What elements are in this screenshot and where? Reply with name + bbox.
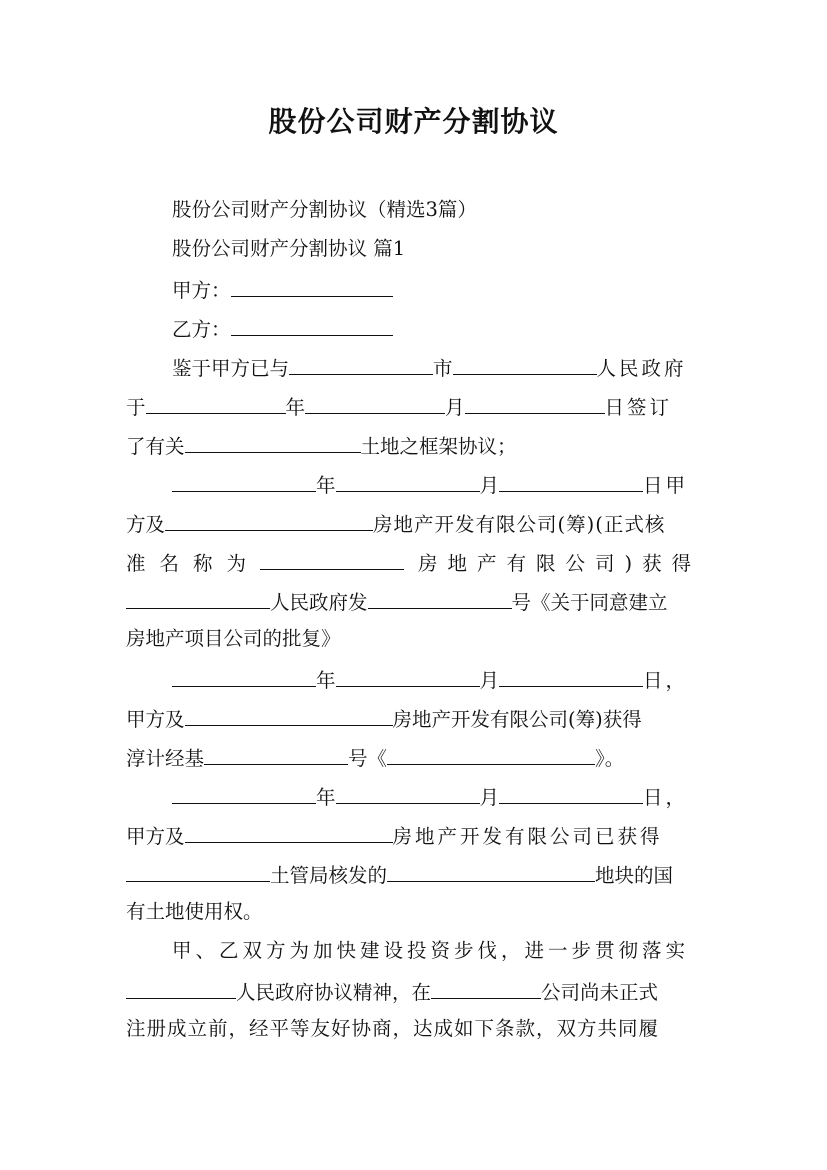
text-run: 土地之框架协议； xyxy=(360,435,517,458)
text-run: 股份公司财产分割协议（精选3篇） xyxy=(172,198,477,221)
fill-blank[interactable] xyxy=(336,471,480,492)
text-run: 甲、乙双方为加快建设投资步伐，进一步贯彻落实 xyxy=(172,939,690,962)
fill-blank[interactable] xyxy=(172,666,316,687)
text-run: 月 xyxy=(479,474,500,497)
text-run: 方及 xyxy=(126,513,166,536)
fill-blank[interactable] xyxy=(185,822,393,843)
fill-blank[interactable] xyxy=(185,432,361,453)
fill-blank[interactable] xyxy=(499,471,643,492)
text-run: 准名称为 xyxy=(126,552,261,575)
text-run: 甲方及 xyxy=(126,708,185,731)
fill-blank[interactable] xyxy=(260,549,404,570)
party-a-line xyxy=(172,276,702,303)
text-run: 房地产开发有限公司(筹)(正式核 xyxy=(373,513,666,536)
text-run: 号《 xyxy=(348,747,388,770)
fill-blank[interactable] xyxy=(126,978,236,999)
text-run: 年 xyxy=(285,396,306,419)
paragraph-line xyxy=(126,588,702,615)
paragraph-line xyxy=(126,744,702,771)
fill-blank[interactable] xyxy=(465,393,605,414)
fill-blank[interactable] xyxy=(185,705,393,726)
text-run: 人民政府协议精神，在 xyxy=(236,981,432,1004)
text-run: 日签订 xyxy=(604,396,673,419)
text-run: 月 xyxy=(445,396,465,419)
fill-blank[interactable] xyxy=(231,315,393,336)
text-run: 人民政府发 xyxy=(270,591,368,614)
paragraph-line xyxy=(126,1017,702,1041)
fill-blank[interactable] xyxy=(453,354,597,375)
paragraph-line xyxy=(126,978,702,1005)
text-run: 人民政府 xyxy=(596,357,687,380)
text-run: 房地产开发有限公司(筹)获得 xyxy=(392,708,642,731)
fill-blank[interactable] xyxy=(172,783,316,804)
paragraph-line xyxy=(126,393,702,420)
paragraph-line xyxy=(126,510,702,537)
text-run: 日， xyxy=(643,786,689,809)
paragraph-line xyxy=(126,432,702,459)
text-run: 月 xyxy=(479,669,500,692)
paragraph-line xyxy=(126,627,702,651)
fill-blank[interactable] xyxy=(165,510,373,531)
party-b-line xyxy=(172,315,702,342)
fill-blank[interactable] xyxy=(336,666,480,687)
paragraph-line xyxy=(172,354,702,381)
text-run: 市 xyxy=(433,357,453,380)
text-run: 公司尚未正式 xyxy=(541,981,659,1004)
text-run: 年 xyxy=(316,669,336,692)
document-title: 股份公司财产分割协议 xyxy=(268,105,559,138)
fill-blank[interactable] xyxy=(126,861,270,882)
paragraph-line xyxy=(172,471,702,498)
party-b-label: 乙方： xyxy=(172,318,231,341)
text-run: 股份公司财产分割协议 篇1 xyxy=(172,237,406,260)
fill-blank[interactable] xyxy=(336,783,480,804)
paragraph-line xyxy=(172,783,702,810)
fill-blank[interactable] xyxy=(172,471,316,492)
text-run: 地块的国 xyxy=(595,864,674,887)
paragraph-line xyxy=(172,666,702,693)
text-run: 土管局核发的 xyxy=(270,864,388,887)
fill-blank[interactable] xyxy=(289,354,433,375)
text-run: 有土地使用权。 xyxy=(126,900,263,923)
fill-blank[interactable] xyxy=(368,588,512,609)
text-run: 号《关于同意建立 xyxy=(511,591,668,614)
text-run: 日， xyxy=(643,669,689,692)
text-run: 房地产开发有限公司已获得 xyxy=(392,825,663,848)
text-run: 月 xyxy=(479,786,500,809)
fill-blank[interactable] xyxy=(499,783,643,804)
text-run: 》。 xyxy=(595,747,625,770)
fill-blank[interactable] xyxy=(387,744,595,765)
subtitle-line xyxy=(172,198,702,222)
paragraph-line xyxy=(126,705,702,732)
paragraph-line xyxy=(172,939,702,963)
fill-blank[interactable] xyxy=(204,744,348,765)
text-run: 鉴于甲方已与 xyxy=(172,357,290,380)
paragraph-line xyxy=(126,900,702,924)
text-run: 甲方及 xyxy=(126,825,185,848)
fill-blank[interactable] xyxy=(499,666,643,687)
text-run: 年 xyxy=(316,786,336,809)
text-run: 年 xyxy=(316,474,336,497)
text-run: 于 xyxy=(126,396,146,419)
text-run: 淳计经基 xyxy=(126,747,205,770)
fill-blank[interactable] xyxy=(146,393,286,414)
fill-blank[interactable] xyxy=(305,393,445,414)
text-run: 了有关 xyxy=(126,435,185,458)
text-run: 日甲 xyxy=(643,474,689,497)
paragraph-line xyxy=(126,549,702,576)
text-run: 注册成立前，经平等友好协商，达成如下条款，双方共同履 xyxy=(126,1017,660,1040)
text-run: 房地产有限公司)获得 xyxy=(418,552,702,575)
fill-blank[interactable] xyxy=(431,978,541,999)
section-heading xyxy=(172,237,702,261)
fill-blank[interactable] xyxy=(231,276,393,297)
fill-blank[interactable] xyxy=(126,588,270,609)
paragraph-line xyxy=(126,822,702,849)
party-a-label: 甲方： xyxy=(172,279,231,302)
paragraph-line xyxy=(126,861,702,888)
fill-blank[interactable] xyxy=(387,861,595,882)
text-run: 房地产项目公司的批复》 xyxy=(126,627,341,650)
